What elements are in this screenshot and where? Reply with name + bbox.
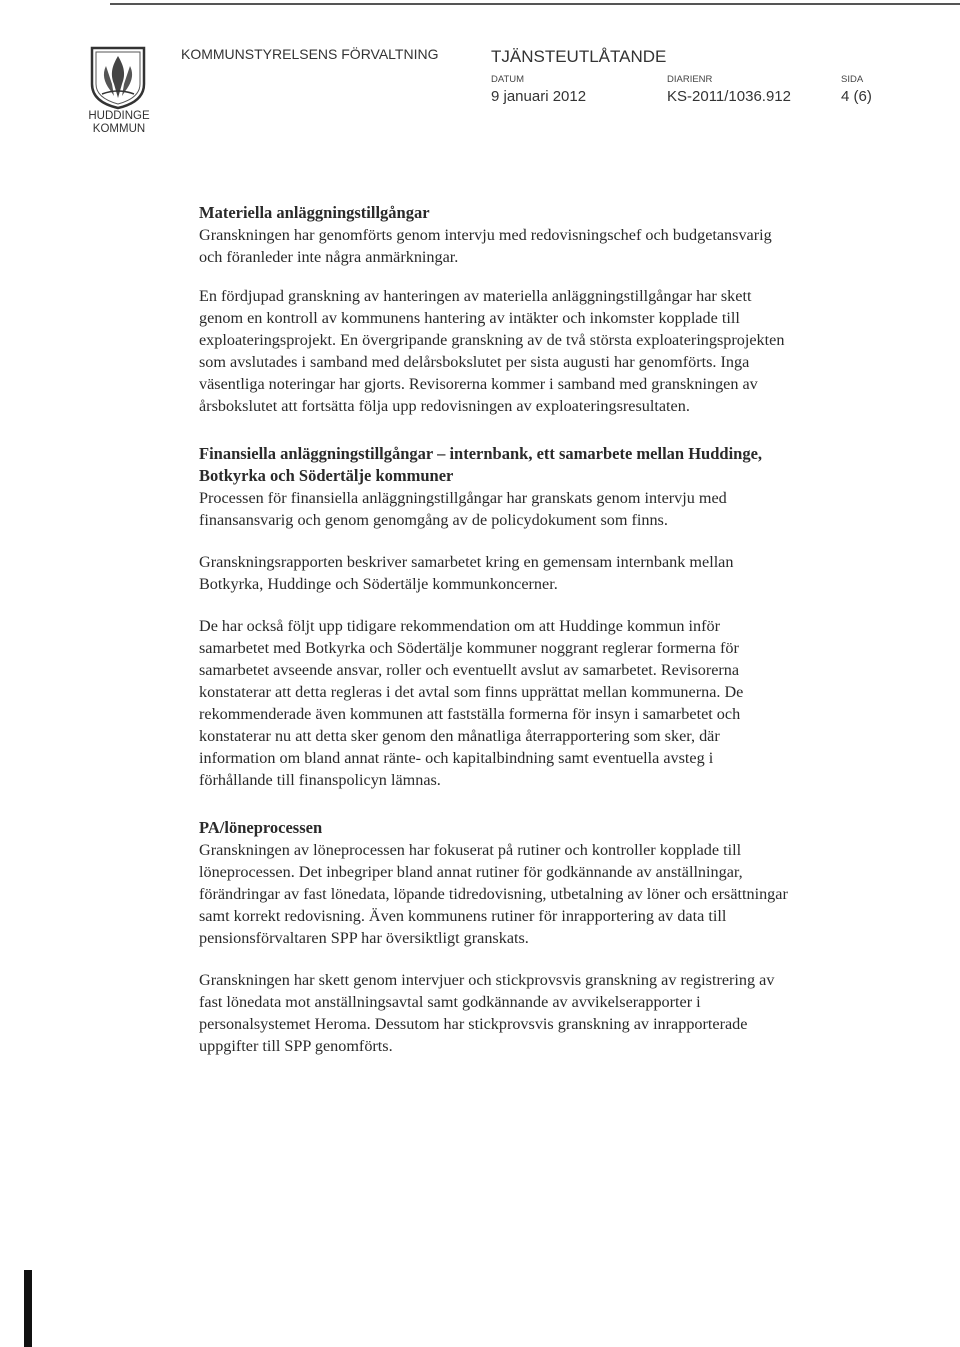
paragraph-finansiella-3: De har också följt upp tidigare rekommendation om att Huddinge kommun inför samarbetet med Botkyrka och Södertälje kommuner noggrant reglerar formerna för samarbetet avseende ansvar, roller och eventuellt avslut av samarbetet. Revisorerna konstaterar att detta regleras i det avtal som finns upprättat mellan kommunerna. De rekommenderade även kommunen att fastställa formerna för insyn i samarbetet och konstaterar nu att detta sker genom den månatliga återrapportering som sker, där information om bland annat ränte- och kapitalbindning samt eventuella avsteg i förhållande till finanspolicyn lämnas. — [199, 617, 744, 789]
heading-finansiella: Finansiella anläggningstillgångar – internbank, ett samarbete mellan Huddinge, Botkyrka och Södertälje kommuner — [199, 444, 763, 485]
heading-materiella: Materiella anläggningstillgångar — [199, 203, 430, 222]
page-number: 4 (6) — [841, 88, 872, 105]
paragraph-pa-2: Granskningen har skett genom intervjuer och stickprovsvis granskning av registrering av fast lönedata mot anställningsavtal samt godkännande av avvikelserapporter i personalsystemet Heroma. Dessutom har stickprovsvis granskning av inrapporterade uppgifter till SPP genomförts. — [199, 971, 775, 1055]
scan-artifact-mark — [24, 1270, 32, 1347]
page-label: SIDA — [841, 74, 864, 85]
paragraph-pa-1: Granskningen av löneprocessen har fokuserat på rutiner och kontroller kopplade till löneprocessen. Det inbegriper bland annat rutiner för godkännande av anställningar, förändringar av fast lönedata, löpande tidredovisning, utbetalning av löner och ersättningar samt korrekt redovisning. Även kommunens rutiner för inrapportering av data till pensionsförvaltaren SPP har översiktligt granskats. — [199, 841, 788, 947]
scan-artifact-line — [110, 3, 960, 5]
date-value: 9 januari 2012 — [491, 88, 587, 105]
document-type: TJÄNSTEUTLÅTANDE — [491, 47, 667, 66]
registration-label: DIARIENR — [667, 74, 713, 85]
department-name: KOMMUNSTYRELSENS FÖRVALTNING — [181, 46, 439, 62]
paragraph-materiella-2: En fördjupad granskning av hanteringen av materiella anläggningstillgångar har skett genom en kontroll av kommunens hantering av intäkter och inkomster kopplade till exploateringsprojekt. En övergripande granskning av de två största exploateringsprojekten som avslutades i samband med delårsbokslutet per sista augusti har genomförts. Inga väsentliga noteringar har gjorts. Revisorerna kommer i samband med granskningen av årsbokslutet att fortsätta följa upp redovisningen av exploateringsresultaten. — [199, 287, 785, 415]
paragraph-materiella-1: Granskningen har genomförts genom intervju med redovisningschef och budgetansvarig och föranleder inte några anmärkningar. — [199, 226, 772, 266]
logo-caption — [70, 110, 168, 136]
coat-of-arms-icon — [86, 44, 150, 110]
logo-caption-line2: KOMMUN — [92, 123, 146, 135]
paragraph-finansiella-2: Granskningsrapporten beskriver samarbetet kring en gemensam internbank mellan Botkyrka, Huddinge och Södertälje kommunkoncerner. — [199, 553, 734, 593]
date-label: DATUM — [491, 74, 525, 85]
paragraph-finansiella-1: Processen för finansiella anläggningstillgångar har granskats genom intervju med finansansvarig och genom genomgång av de policydokument som finns. — [199, 489, 727, 529]
heading-pa-loneprocessen: PA/löneprocessen — [199, 818, 323, 837]
registration-number: KS-2011/1036.912 — [667, 88, 791, 105]
logo-caption-line1: HUDDINGE — [88, 110, 150, 122]
document-body — [199, 202, 789, 1057]
municipality-coat-of-arms — [86, 44, 150, 110]
